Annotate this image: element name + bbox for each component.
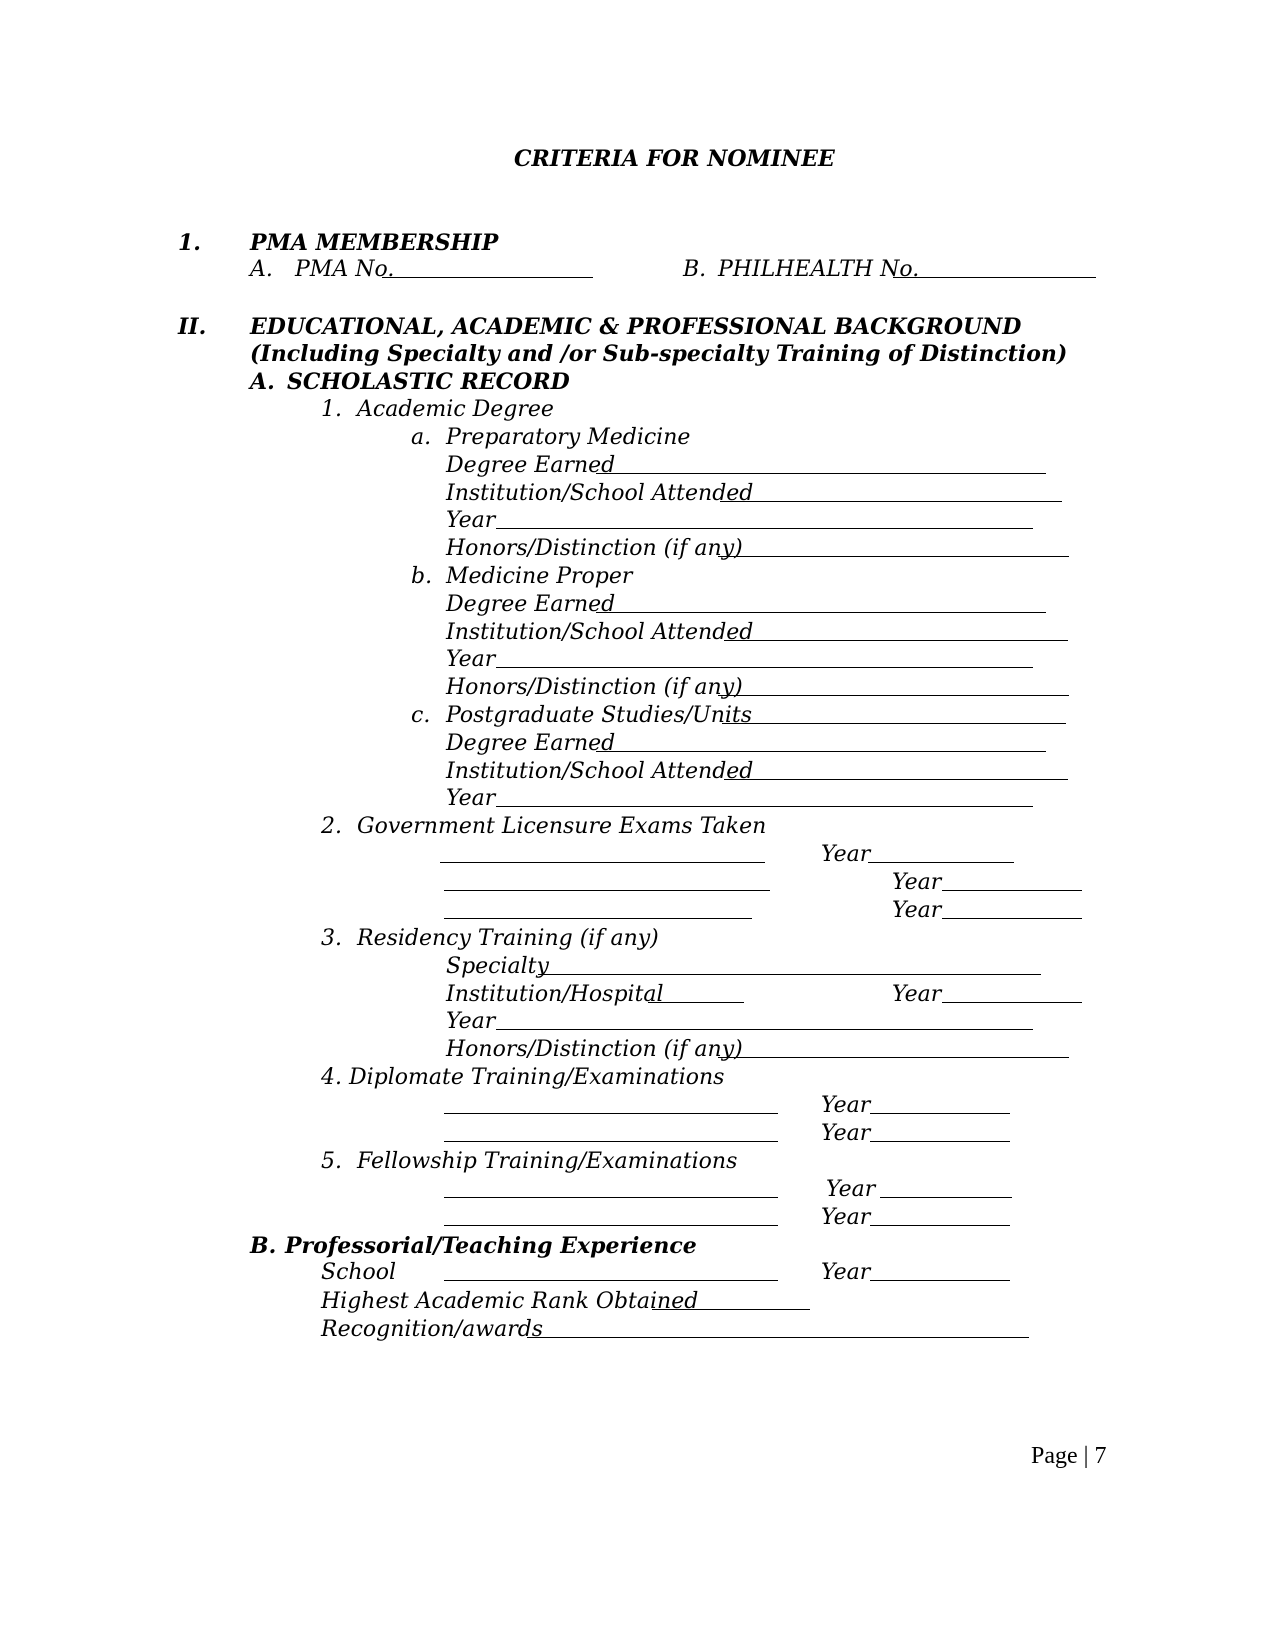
diplomate-year-label: Year — [821, 1121, 871, 1146]
licensure-exam-field[interactable] — [444, 890, 770, 891]
item-2-number: 2. — [321, 814, 342, 839]
prep-institution-label: Institution/School Attended — [446, 481, 754, 506]
item-1c-letter: c. — [411, 703, 431, 728]
residency-honors-label: Honors/Distinction (if any) — [446, 1037, 743, 1062]
diplomate-year-field[interactable] — [870, 1141, 1010, 1142]
pma-no-letter: A. — [250, 257, 273, 282]
fellowship-field[interactable] — [444, 1197, 778, 1198]
med-honors-field[interactable] — [718, 695, 1069, 696]
recognition-awards-label: Recognition/awards — [321, 1317, 544, 1342]
prep-honors-field[interactable] — [718, 556, 1069, 557]
item-1-label: Academic Degree — [357, 397, 554, 422]
section-2-number: II. — [178, 314, 207, 340]
postgrad-degree-label: Degree Earned — [446, 731, 616, 756]
section-1-number: 1. — [178, 230, 201, 256]
residency-hospital-year-label: Year — [892, 982, 942, 1007]
residency-specialty-field[interactable] — [538, 974, 1041, 975]
item-5-label: Fellowship Training/Examinations — [357, 1149, 738, 1174]
postgrad-degree-field[interactable] — [596, 751, 1046, 752]
teaching-school-label: School — [321, 1260, 397, 1285]
subsection-b-letter: B. — [250, 1233, 277, 1259]
section-2-subheading: (Including Specialty and /or Sub-specialty Training of Distinction) — [250, 341, 1068, 367]
med-institution-field[interactable] — [724, 640, 1068, 641]
teaching-year-label: Year — [821, 1260, 871, 1285]
postgrad-year-label: Year — [446, 786, 496, 811]
item-1-number: 1. — [321, 397, 342, 422]
licensure-exam-field[interactable] — [440, 862, 765, 863]
subsection-a-letter: A. — [250, 369, 275, 395]
residency-year-field[interactable] — [496, 1029, 1033, 1030]
academic-rank-label: Highest Academic Rank Obtained — [321, 1289, 699, 1314]
licensure-year-field[interactable] — [942, 890, 1082, 891]
academic-rank-field[interactable] — [652, 1309, 810, 1310]
prep-year-field[interactable] — [496, 528, 1033, 529]
fellowship-year-label: Year — [826, 1177, 876, 1202]
section-1-heading: PMA MEMBERSHIP — [250, 230, 499, 256]
licensure-year-label: Year — [892, 870, 942, 895]
recognition-awards-field[interactable] — [527, 1337, 1029, 1338]
philhealth-no-label: PHILHEALTH No. — [718, 257, 920, 282]
subsection-a-heading: SCHOLASTIC RECORD — [287, 369, 570, 395]
philhealth-no-letter: B. — [683, 257, 707, 282]
licensure-year-label: Year — [892, 898, 942, 923]
med-honors-label: Honors/Distinction (if any) — [446, 675, 743, 700]
postgrad-institution-field[interactable] — [724, 779, 1068, 780]
item-1c-label: Postgraduate Studies/Units — [446, 703, 753, 728]
prep-degree-field[interactable] — [596, 473, 1046, 474]
prep-year-label: Year — [446, 508, 496, 533]
licensure-year-field[interactable] — [868, 862, 1014, 863]
item-1a-label: Preparatory Medicine — [446, 425, 691, 450]
item-1b-letter: b. — [411, 564, 433, 589]
item-5-number: 5. — [321, 1149, 342, 1174]
med-institution-label: Institution/School Attended — [446, 620, 754, 645]
prep-degree-label: Degree Earned — [446, 453, 616, 478]
licensure-year-label: Year — [821, 842, 871, 867]
residency-hospital-year-field[interactable] — [942, 1002, 1082, 1003]
residency-year-label: Year — [446, 1009, 496, 1034]
prep-institution-field[interactable] — [720, 501, 1062, 502]
diplomate-field[interactable] — [444, 1113, 778, 1114]
page-number: Page | 7 — [1031, 1443, 1107, 1469]
item-3-number: 3. — [321, 926, 342, 951]
teaching-year-field[interactable] — [870, 1280, 1010, 1281]
postgrad-studies-field[interactable] — [722, 723, 1066, 724]
med-year-field[interactable] — [496, 667, 1033, 668]
diplomate-year-field[interactable] — [870, 1113, 1010, 1114]
item-1b-label: Medicine Proper — [446, 564, 633, 589]
teaching-school-field[interactable] — [444, 1280, 778, 1281]
item-4-label: Diplomate Training/Examinations — [349, 1065, 725, 1090]
philhealth-no-field[interactable] — [893, 277, 1096, 278]
med-degree-field[interactable] — [596, 612, 1046, 613]
pma-no-field[interactable] — [382, 277, 593, 278]
residency-hospital-field[interactable] — [648, 1002, 744, 1003]
fellowship-field[interactable] — [444, 1225, 778, 1226]
licensure-exam-field[interactable] — [444, 918, 752, 919]
med-year-label: Year — [446, 647, 496, 672]
pma-no-label: PMA No. — [295, 257, 395, 282]
fellowship-year-label: Year — [821, 1205, 871, 1230]
item-3-label: Residency Training (if any) — [357, 926, 659, 951]
postgrad-institution-label: Institution/School Attended — [446, 759, 754, 784]
subsection-b-heading: Professorial/Teaching Experience — [285, 1233, 697, 1259]
residency-hospital-label: Institution/Hospital — [446, 982, 664, 1007]
diplomate-field[interactable] — [444, 1141, 778, 1142]
section-2-heading: EDUCATIONAL, ACADEMIC & PROFESSIONAL BACKGROUND — [250, 314, 1022, 340]
residency-honors-field[interactable] — [718, 1057, 1069, 1058]
licensure-year-field[interactable] — [942, 918, 1082, 919]
postgrad-year-field[interactable] — [496, 806, 1033, 807]
med-degree-label: Degree Earned — [446, 592, 616, 617]
item-1a-letter: a. — [411, 425, 432, 450]
diplomate-year-label: Year — [821, 1093, 871, 1118]
prep-honors-label: Honors/Distinction (if any) — [446, 536, 743, 561]
item-4-number: 4. — [321, 1065, 342, 1090]
page-title: CRITERIA FOR NOMINEE — [514, 146, 835, 172]
fellowship-year-field[interactable] — [880, 1197, 1012, 1198]
item-2-label: Government Licensure Exams Taken — [357, 814, 767, 839]
fellowship-year-field[interactable] — [870, 1225, 1010, 1226]
residency-specialty-label: Specialty — [446, 954, 549, 979]
